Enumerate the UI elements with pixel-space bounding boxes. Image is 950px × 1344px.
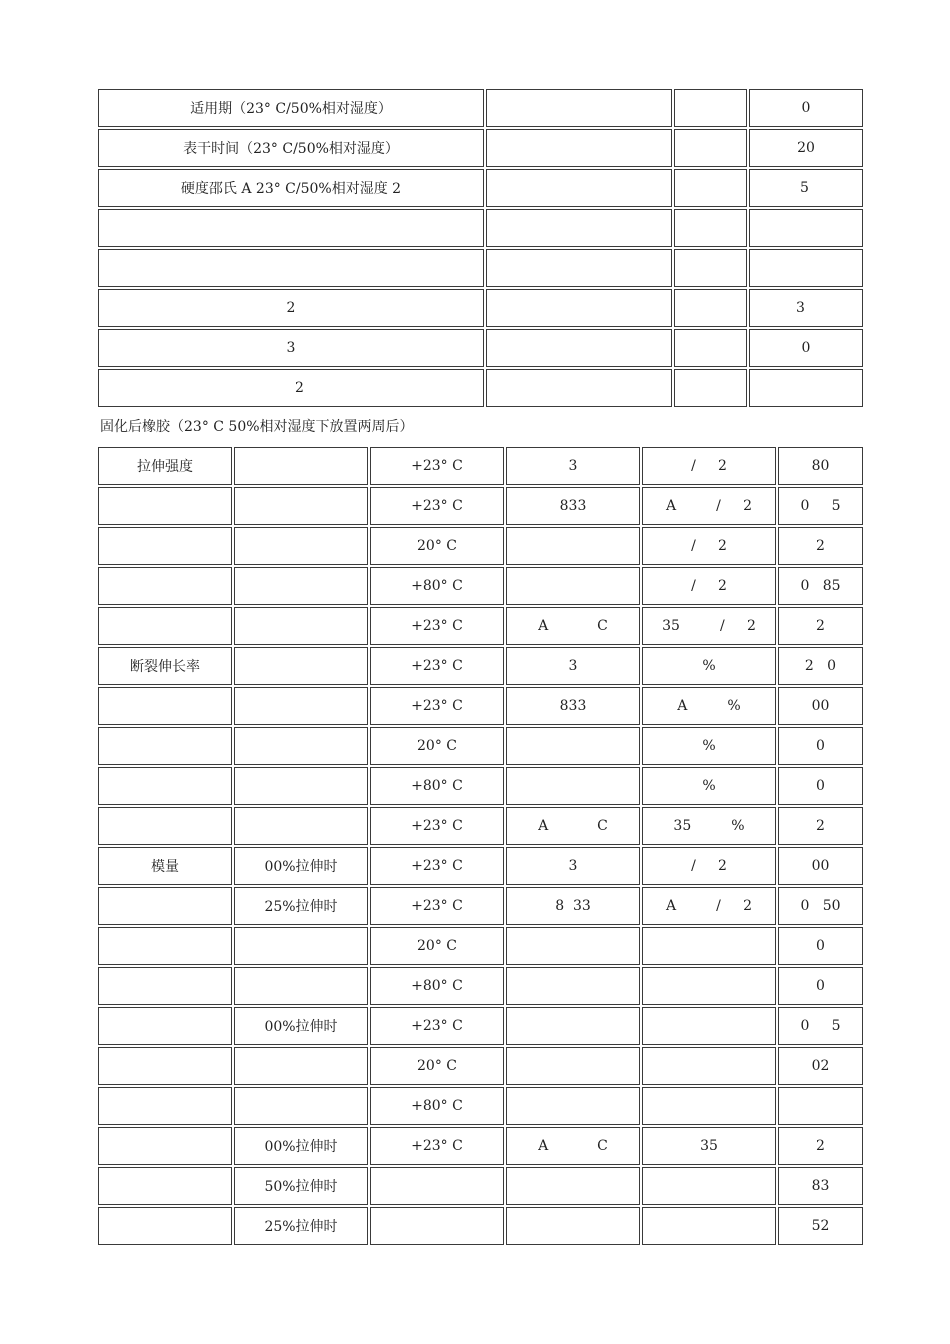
condition-cell xyxy=(234,967,368,1005)
properties-table-main xyxy=(96,445,865,1247)
temperature-cell: +80° C xyxy=(370,1087,504,1125)
table-row xyxy=(98,647,863,685)
unit-cell: % xyxy=(642,647,776,685)
temperature-cell: +80° C xyxy=(370,967,504,1005)
result-cell: 52 xyxy=(778,1207,863,1245)
method-cell: 3 xyxy=(506,647,640,685)
temperature-cell: +23° C xyxy=(370,687,504,725)
property-name-cell xyxy=(98,767,232,805)
condition-cell xyxy=(234,487,368,525)
method-cell: A C xyxy=(506,1127,640,1165)
result-cell: 00 xyxy=(778,847,863,885)
unit-cell: 35 xyxy=(642,1127,776,1165)
property-name-cell xyxy=(98,927,232,965)
section-caption: 固化后橡胶（23° C 50%相对湿度下放置两周后） xyxy=(100,419,414,435)
condition-cell xyxy=(234,607,368,645)
method-cell: 3 xyxy=(506,447,640,485)
method-cell xyxy=(506,1207,640,1245)
table-row xyxy=(98,129,863,167)
temperature-cell: +23° C xyxy=(370,847,504,885)
unit-cell xyxy=(674,129,747,167)
unit-cell xyxy=(674,89,747,127)
temperature-cell: +23° C xyxy=(370,807,504,845)
table-row xyxy=(98,329,863,367)
result-cell: 80 xyxy=(778,447,863,485)
unit-cell xyxy=(642,927,776,965)
result-cell: 0 85 xyxy=(778,567,863,605)
result-cell: 0 xyxy=(778,727,863,765)
result-cell: 2 xyxy=(778,807,863,845)
method-cell xyxy=(506,727,640,765)
table-row xyxy=(98,527,863,565)
table-row xyxy=(98,209,863,247)
temperature-cell: 20° C xyxy=(370,527,504,565)
temperature-cell: +23° C xyxy=(370,647,504,685)
property-name-cell: 适用期（23° C/50%相对湿度） xyxy=(98,89,484,127)
property-name-cell: 3 xyxy=(98,329,484,367)
result-cell: 0 xyxy=(749,89,863,127)
unit-cell xyxy=(674,289,747,327)
temperature-cell: +23° C xyxy=(370,447,504,485)
property-name-cell xyxy=(98,807,232,845)
condition-cell xyxy=(234,1087,368,1125)
property-name-cell: 断裂伸长率 xyxy=(98,647,232,685)
condition-cell: 00%拉伸时 xyxy=(234,847,368,885)
unit-cell xyxy=(674,209,747,247)
condition-cell: 00%拉伸时 xyxy=(234,1127,368,1165)
result-cell: 5 xyxy=(749,169,863,207)
table-row xyxy=(98,727,863,765)
unit-cell: 35 % xyxy=(642,807,776,845)
temperature-cell: +80° C xyxy=(370,767,504,805)
method-cell xyxy=(506,567,640,605)
value-cell xyxy=(486,329,672,367)
property-name-cell xyxy=(98,527,232,565)
temperature-cell: +80° C xyxy=(370,567,504,605)
table-row xyxy=(98,487,863,525)
unit-cell: A % xyxy=(642,687,776,725)
condition-cell xyxy=(234,767,368,805)
table-row xyxy=(98,567,863,605)
property-name-cell xyxy=(98,1007,232,1045)
temperature-cell xyxy=(370,1207,504,1245)
method-cell: A C xyxy=(506,607,640,645)
unit-cell xyxy=(642,1207,776,1245)
method-cell: 3 xyxy=(506,847,640,885)
property-name-cell xyxy=(98,887,232,925)
unit-cell xyxy=(674,329,747,367)
property-name-cell xyxy=(98,249,484,287)
temperature-cell: +23° C xyxy=(370,487,504,525)
property-name-cell xyxy=(98,727,232,765)
unit-cell xyxy=(674,169,747,207)
property-name-cell xyxy=(98,1047,232,1085)
property-name-cell: 拉伸强度 xyxy=(98,447,232,485)
table-row xyxy=(98,1007,863,1045)
method-cell xyxy=(506,527,640,565)
table-row xyxy=(98,607,863,645)
unit-cell: / 2 xyxy=(642,447,776,485)
value-cell xyxy=(486,209,672,247)
property-name-cell: 模量 xyxy=(98,847,232,885)
property-name-cell xyxy=(98,1127,232,1165)
table-row xyxy=(98,1167,863,1205)
property-name-cell xyxy=(98,1167,232,1205)
result-cell: 00 xyxy=(778,687,863,725)
property-name-cell xyxy=(98,567,232,605)
temperature-cell: 20° C xyxy=(370,727,504,765)
table-row xyxy=(98,927,863,965)
unit-cell xyxy=(642,1167,776,1205)
result-cell xyxy=(749,249,863,287)
method-cell xyxy=(506,927,640,965)
property-name-cell xyxy=(98,607,232,645)
condition-cell xyxy=(234,807,368,845)
value-cell xyxy=(486,249,672,287)
temperature-cell: 20° C xyxy=(370,1047,504,1085)
table-row xyxy=(98,447,863,485)
method-cell xyxy=(506,967,640,1005)
condition-cell xyxy=(234,447,368,485)
result-cell xyxy=(749,209,863,247)
unit-cell: A / 2 xyxy=(642,487,776,525)
method-cell xyxy=(506,1007,640,1045)
table-row xyxy=(98,289,863,327)
method-cell xyxy=(506,1167,640,1205)
table-row xyxy=(98,887,863,925)
table-row xyxy=(98,847,863,885)
value-cell xyxy=(486,129,672,167)
property-name-cell xyxy=(98,487,232,525)
unit-cell: % xyxy=(642,767,776,805)
property-name-cell: 2 xyxy=(98,369,484,407)
method-cell xyxy=(506,767,640,805)
result-cell: 2 xyxy=(778,607,863,645)
property-name-cell: 2 xyxy=(98,289,484,327)
condition-cell xyxy=(234,727,368,765)
condition-cell xyxy=(234,927,368,965)
result-cell: 0 xyxy=(778,767,863,805)
temperature-cell: +23° C xyxy=(370,1007,504,1045)
value-cell xyxy=(486,369,672,407)
table-row xyxy=(98,1127,863,1165)
table-row xyxy=(98,967,863,1005)
unit-cell: / 2 xyxy=(642,847,776,885)
result-cell: 0 50 xyxy=(778,887,863,925)
method-cell xyxy=(506,1087,640,1125)
result-cell: 2 0 xyxy=(778,647,863,685)
temperature-cell: +23° C xyxy=(370,607,504,645)
table-row xyxy=(98,1047,863,1085)
unit-cell xyxy=(642,1007,776,1045)
method-cell: 8 33 xyxy=(506,887,640,925)
result-cell: 2 xyxy=(778,1127,863,1165)
property-name-cell: 硬度邵氏 A 23° C/50%相对湿度 2 xyxy=(98,169,484,207)
temperature-cell: +23° C xyxy=(370,1127,504,1165)
table-row xyxy=(98,807,863,845)
properties-table-top-body xyxy=(98,89,863,407)
table-row xyxy=(98,369,863,407)
table-row xyxy=(98,687,863,725)
condition-cell: 25%拉伸时 xyxy=(234,887,368,925)
method-cell: 833 xyxy=(506,687,640,725)
result-cell: 0 xyxy=(749,329,863,367)
unit-cell xyxy=(642,1047,776,1085)
result-cell: 0 xyxy=(778,927,863,965)
unit-cell xyxy=(642,967,776,1005)
unit-cell: A / 2 xyxy=(642,887,776,925)
result-cell: 2 xyxy=(778,527,863,565)
result-cell: 0 5 xyxy=(778,1007,863,1045)
result-cell: 3 xyxy=(749,289,863,327)
condition-cell: 25%拉伸时 xyxy=(234,1207,368,1245)
table-row xyxy=(98,1087,863,1125)
properties-table-top xyxy=(96,87,865,409)
result-cell: 02 xyxy=(778,1047,863,1085)
condition-cell xyxy=(234,647,368,685)
table-row xyxy=(98,1207,863,1245)
result-cell: 83 xyxy=(778,1167,863,1205)
condition-cell xyxy=(234,527,368,565)
result-cell: 0 5 xyxy=(778,487,863,525)
property-name-cell xyxy=(98,967,232,1005)
table-row xyxy=(98,169,863,207)
condition-cell xyxy=(234,567,368,605)
temperature-cell: +23° C xyxy=(370,887,504,925)
unit-cell xyxy=(642,1087,776,1125)
table-row xyxy=(98,249,863,287)
table-row xyxy=(98,767,863,805)
value-cell xyxy=(486,89,672,127)
property-name-cell xyxy=(98,1207,232,1245)
unit-cell xyxy=(674,369,747,407)
unit-cell: 35 / 2 xyxy=(642,607,776,645)
method-cell: A C xyxy=(506,807,640,845)
property-name-cell xyxy=(98,209,484,247)
temperature-cell: 20° C xyxy=(370,927,504,965)
condition-cell xyxy=(234,1047,368,1085)
property-name-cell xyxy=(98,687,232,725)
properties-table-main-body xyxy=(98,447,863,1245)
unit-cell: / 2 xyxy=(642,527,776,565)
value-cell xyxy=(486,169,672,207)
property-name-cell: 表干时间（23° C/50%相对湿度） xyxy=(98,129,484,167)
table-row xyxy=(98,89,863,127)
property-name-cell xyxy=(98,1087,232,1125)
result-cell xyxy=(749,369,863,407)
temperature-cell xyxy=(370,1167,504,1205)
result-cell: 20 xyxy=(749,129,863,167)
unit-cell: / 2 xyxy=(642,567,776,605)
value-cell xyxy=(486,289,672,327)
condition-cell: 00%拉伸时 xyxy=(234,1007,368,1045)
unit-cell: % xyxy=(642,727,776,765)
method-cell xyxy=(506,1047,640,1085)
condition-cell: 50%拉伸时 xyxy=(234,1167,368,1205)
unit-cell xyxy=(674,249,747,287)
result-cell: 0 xyxy=(778,967,863,1005)
method-cell: 833 xyxy=(506,487,640,525)
result-cell xyxy=(778,1087,863,1125)
condition-cell xyxy=(234,687,368,725)
